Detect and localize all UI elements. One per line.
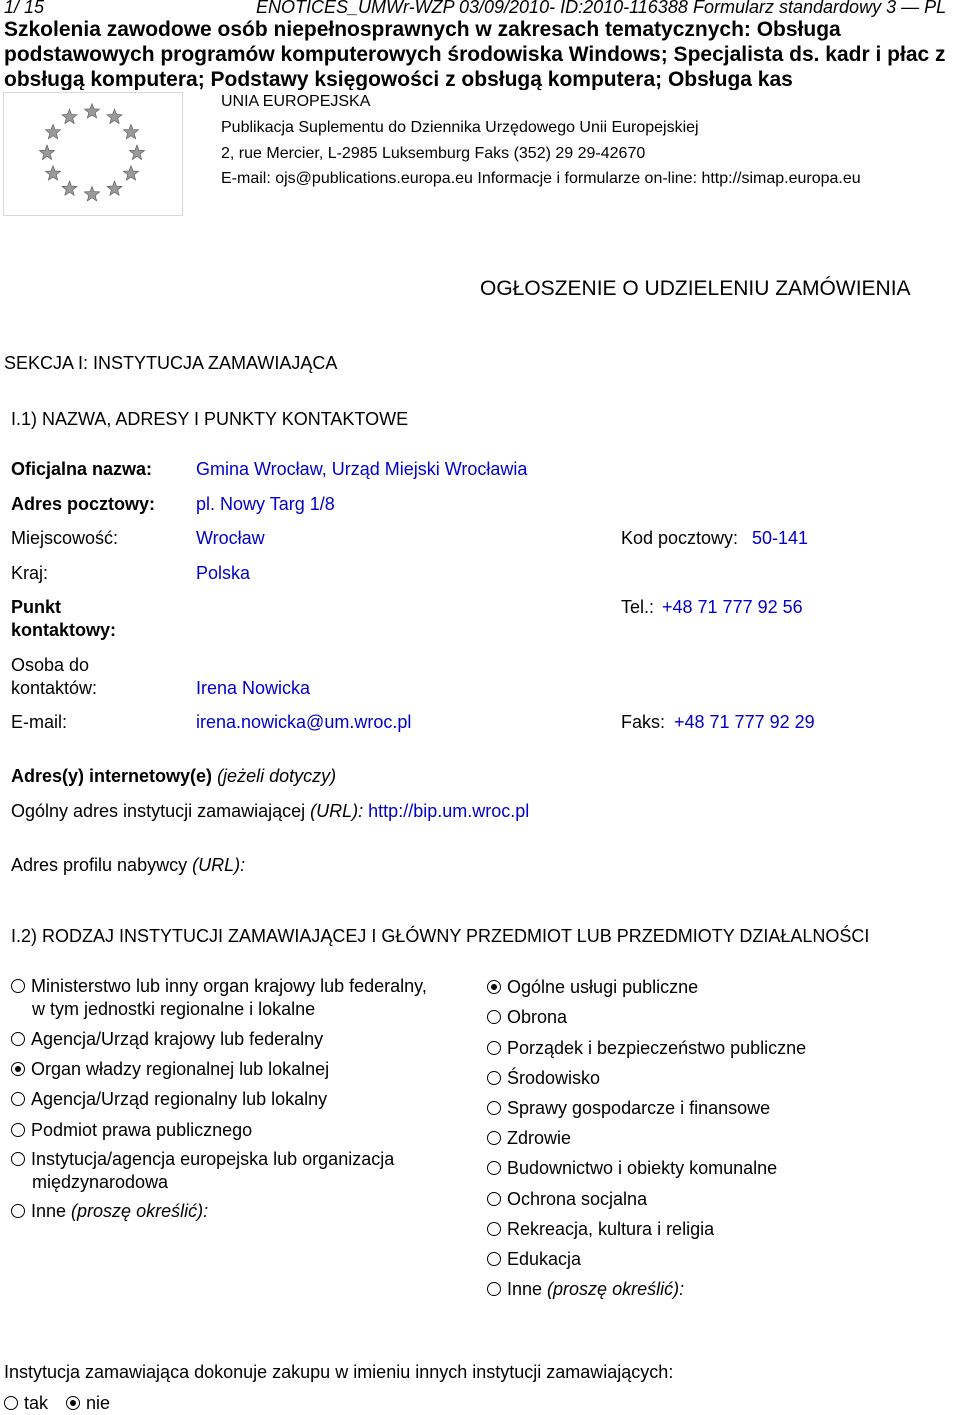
on-behalf-yes-option[interactable] bbox=[4, 1392, 48, 1415]
activity-label: Sprawy gospodarcze i finansowe bbox=[507, 1098, 771, 1118]
eu-star-icon bbox=[107, 181, 122, 195]
activity-option[interactable] bbox=[487, 1218, 714, 1241]
activity-option[interactable] bbox=[487, 1067, 600, 1090]
radio-button[interactable] bbox=[487, 980, 501, 994]
activity-label: Budownictwo i obiekty komunalne bbox=[507, 1158, 778, 1178]
eu-org-name: UNIA EUROPEJSKA bbox=[221, 93, 371, 110]
internet-heading-note: (jeżeli dotyczy) bbox=[217, 766, 337, 786]
section-heading: SEKCJA I: INSTYTUCJA ZAMAWIAJĄCA bbox=[4, 353, 338, 373]
city-value: Wrocław bbox=[196, 528, 265, 548]
activity-label: Ochrona socjalna bbox=[507, 1189, 648, 1209]
radio-button[interactable] bbox=[487, 1161, 501, 1175]
radio-button[interactable] bbox=[487, 1222, 501, 1236]
activity-label: Rekreacja, kultura i religia bbox=[507, 1219, 715, 1239]
activity-label: Edukacja bbox=[507, 1249, 582, 1269]
activity-note: (proszę określić): bbox=[547, 1279, 685, 1299]
radio-button[interactable] bbox=[11, 1032, 25, 1046]
tel-value: +48 71 777 92 56 bbox=[662, 597, 803, 617]
contract-title: Szkolenia zawodowe osób niepełnosprawnych w zakresach tematycznych: Obsługa podstawowych programów komputerowych środowiska Windows; Specjalista ds. kadr i płac z obsługą komputera; Podstawy księgowości z obsługą komputera; Obsługa kas bbox=[4, 18, 946, 90]
activity-option[interactable] bbox=[487, 1278, 684, 1301]
authority-type-option[interactable] bbox=[11, 1088, 327, 1111]
radio-button[interactable] bbox=[487, 1101, 501, 1115]
radio-button[interactable] bbox=[487, 1071, 501, 1085]
activity-option[interactable] bbox=[487, 1188, 647, 1211]
buyer-profile-row bbox=[11, 855, 245, 876]
authority-type-option[interactable] bbox=[11, 1148, 394, 1194]
page-number: 1/ 15 bbox=[4, 0, 45, 17]
activity-label: Zdrowie bbox=[507, 1128, 572, 1148]
radio-button[interactable] bbox=[487, 1252, 501, 1266]
postcode-value: 50-141 bbox=[752, 528, 809, 548]
contact-person-label-2: kontaktów: bbox=[11, 678, 98, 698]
radio-button[interactable] bbox=[11, 979, 25, 993]
activity-option[interactable] bbox=[487, 1157, 777, 1180]
activity-option[interactable] bbox=[487, 1127, 571, 1150]
authority-type-label-continued: międzynarodowa bbox=[32, 1172, 169, 1192]
authority-type-label: Ministerstwo lub inny organ krajowy lub federalny, bbox=[31, 976, 427, 996]
official-name-value: Gmina Wrocław, Urząd Miejski Wrocławia bbox=[196, 459, 528, 479]
radio-no[interactable] bbox=[66, 1396, 80, 1410]
radio-button[interactable] bbox=[11, 1092, 25, 1106]
contact-point-label: Punkt bbox=[11, 597, 62, 617]
country-label: Kraj: bbox=[11, 563, 49, 583]
postal-address-label: Adres pocztowy: bbox=[11, 494, 156, 514]
postal-address-value: pl. Nowy Targ 1/8 bbox=[196, 494, 335, 514]
eu-star-icon bbox=[123, 124, 138, 139]
activity-option[interactable] bbox=[487, 1037, 806, 1060]
radio-button[interactable] bbox=[11, 1152, 25, 1166]
internet-heading-text: Adres(y) internetowy(e) bbox=[11, 766, 213, 786]
eu-star-icon bbox=[45, 166, 60, 181]
eu-star-icon bbox=[129, 145, 144, 160]
eu-star-icon bbox=[84, 186, 99, 201]
eu-star-icon bbox=[39, 145, 54, 160]
activity-option[interactable] bbox=[487, 976, 698, 999]
radio-button[interactable] bbox=[487, 1282, 501, 1296]
radio-button[interactable] bbox=[487, 1010, 501, 1024]
eu-contact-line: E-mail: ojs@publications.europa.eu Informacje i formularze on-line: http://simap.europa.eu bbox=[221, 170, 861, 187]
authority-type-label: Podmiot prawa publicznego bbox=[31, 1120, 253, 1140]
radio-button[interactable] bbox=[487, 1041, 501, 1055]
authority-type-option[interactable] bbox=[11, 1058, 329, 1081]
subsection-heading: I.1) NAZWA, ADRESY I PUNKTY KONTAKTOWE bbox=[11, 409, 409, 429]
activity-option[interactable] bbox=[487, 1006, 567, 1029]
tel-label: Tel.: bbox=[621, 597, 655, 617]
activity-label: Obrona bbox=[507, 1007, 568, 1027]
authority-type-label: Instytucja/agencja europejska lub organizacja bbox=[31, 1149, 395, 1169]
buyer-profile-label: Adres profilu nabywcy bbox=[11, 855, 188, 875]
contact-person-label: Osoba do bbox=[11, 655, 90, 675]
contact-person-value: Irena Nowicka bbox=[196, 678, 311, 698]
eu-star-icon bbox=[84, 104, 99, 119]
on-behalf-yes-label: tak bbox=[24, 1393, 49, 1413]
official-name-label: Oficjalna nazwa: bbox=[11, 459, 153, 479]
notice-reference: ENOTICES_UMWr-WZP 03/09/2010- ID:2010-116388 bbox=[256, 0, 688, 17]
eu-address-line: 2, rue Mercier, L-2985 Luksemburg Faks (352) 29 29-42670 bbox=[221, 145, 646, 162]
authority-type-option[interactable] bbox=[11, 1119, 252, 1142]
radio-button[interactable] bbox=[11, 1062, 25, 1076]
general-url-row bbox=[11, 801, 529, 822]
eu-star-icon bbox=[62, 181, 77, 195]
eu-star-icon bbox=[123, 166, 138, 181]
radio-button[interactable] bbox=[487, 1131, 501, 1145]
activity-option[interactable] bbox=[487, 1097, 770, 1120]
general-url-label: Ogólny adres instytucji zamawiającej bbox=[11, 801, 306, 821]
authority-type-label: Inne bbox=[31, 1201, 67, 1221]
contact-point-label-2: kontaktowy: bbox=[11, 620, 117, 640]
activity-label: Inne bbox=[507, 1279, 543, 1299]
activity-label: Środowisko bbox=[507, 1068, 601, 1088]
postcode-label: Kod pocztowy: bbox=[621, 528, 739, 548]
email-value: irena.nowicka@um.wroc.pl bbox=[196, 712, 412, 732]
activity-label: Ogólne usługi publiczne bbox=[507, 977, 699, 997]
authority-type-option[interactable] bbox=[11, 1028, 323, 1051]
authority-type-note: (proszę określić): bbox=[71, 1201, 209, 1221]
buyer-profile-note: (URL): bbox=[192, 855, 246, 875]
internet-heading bbox=[11, 766, 336, 787]
radio-yes[interactable] bbox=[4, 1396, 18, 1410]
activity-option[interactable] bbox=[487, 1248, 581, 1271]
fax-value: +48 71 777 92 29 bbox=[674, 712, 815, 732]
subsection-heading-2: I.2) RODZAJ INSTYTUCJI ZAMAWIAJĄCEJ I GŁÓWNY PRZEDMIOT LUB PRZEDMIOTY DZIAŁALNOŚCI bbox=[11, 926, 870, 946]
radio-button[interactable] bbox=[11, 1204, 25, 1218]
activity-label: Porządek i bezpieczeństwo publiczne bbox=[507, 1038, 807, 1058]
radio-button[interactable] bbox=[11, 1123, 25, 1137]
on-behalf-question: Instytucja zamawiająca dokonuje zakupu w imieniu innych instytucji zamawiających: bbox=[4, 1362, 674, 1382]
email-label: E-mail: bbox=[11, 712, 68, 732]
authority-type-option[interactable] bbox=[11, 975, 427, 1021]
fax-label: Faks: bbox=[621, 712, 666, 732]
document-title: OGŁOSZENIE O UDZIELENIU ZAMÓWIENIA bbox=[480, 277, 911, 300]
on-behalf-no-option[interactable] bbox=[66, 1392, 110, 1415]
city-label: Miejscowość: bbox=[11, 528, 119, 548]
eu-star-icon bbox=[45, 124, 60, 139]
eu-star-icon bbox=[107, 109, 122, 124]
radio-button[interactable] bbox=[487, 1192, 501, 1206]
authority-type-label: Agencja/Urząd krajowy lub federalny bbox=[31, 1029, 324, 1049]
country-value: Polska bbox=[196, 563, 251, 583]
eu-star-icon bbox=[62, 109, 77, 124]
eu-publication-line: Publikacja Suplementu do Dziennika Urzędowego Unii Europejskiej bbox=[221, 119, 699, 136]
authority-type-label-continued: w tym jednostki regionalne i lokalne bbox=[32, 999, 316, 1019]
general-url-link[interactable]: http://bip.um.wroc.pl bbox=[368, 801, 530, 821]
authority-type-option[interactable] bbox=[11, 1200, 208, 1223]
eu-flag-icon bbox=[3, 92, 183, 216]
form-type: Formularz standardowy 3 — PL bbox=[693, 0, 947, 17]
authority-type-label: Agencja/Urząd regionalny lub lokalny bbox=[31, 1089, 328, 1109]
authority-type-label: Organ władzy regionalnej lub lokalnej bbox=[31, 1059, 330, 1079]
on-behalf-no-label: nie bbox=[86, 1393, 111, 1413]
general-url-note: (URL): bbox=[310, 801, 364, 821]
